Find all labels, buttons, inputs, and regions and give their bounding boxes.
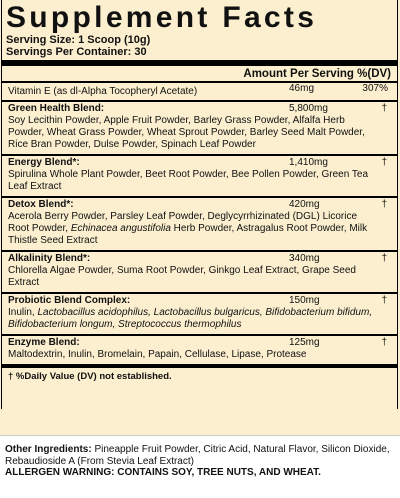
blend-row [6, 252, 393, 292]
blend-row [6, 198, 393, 250]
ingredients-italic: Lactobacillus acidophilus, Lactobacillus bulgaricus, Bifidobacterium bifidum, Bifidobacterium longum, Streptococcus thermophilus [8, 307, 373, 330]
blend-dv: † [381, 295, 387, 306]
blend-row [6, 102, 393, 154]
blend-name: Detox Blend*: [8, 199, 74, 210]
blend-row [6, 294, 393, 334]
vitamin-name: Vitamin E (as dl-Alpha Tocopheryl Acetate) [8, 86, 198, 97]
servings-per-container: Servings Per Container: 30 [6, 46, 147, 58]
vitamin-amount: 46mg [289, 83, 315, 94]
allergen-warning: ALLERGEN WARNING: CONTAINS SOY, TREE NUTS, AND WHEAT. [5, 467, 321, 478]
blend-ingredients [8, 211, 393, 247]
blend-ingredients: Soy Lecithin Powder, Apple Fruit Powder, Barley Grass Powder, Alfalfa Herb Powder, Wheat Grass Powder, Wheat Sprout Powder, Barley Seed Malt Powder, Rice Bran Powder, Dulse Powder, Spinach Leaf Powder [8, 115, 365, 150]
panel-title: Supplement Facts [6, 1, 318, 34]
blend-dv: † [381, 199, 387, 210]
other-ingredients-box [0, 435, 400, 498]
blend-dv: † [381, 253, 387, 264]
blend-dv: † [381, 157, 387, 168]
blend-ingredients: Maltodextrin, Inulin, Bromelain, Papain, Cellulase, Lipase, Protease [8, 349, 307, 360]
blend-amount: 1,410mg [289, 157, 328, 168]
blend-amount: 125mg [289, 337, 320, 348]
blend-dv: † [381, 337, 387, 348]
blend-dv: † [381, 103, 387, 114]
blend-amount: 420mg [289, 199, 320, 210]
vitamin-row [6, 83, 393, 100]
blend-row [6, 336, 393, 364]
blend-name: Energy Blend*: [8, 157, 80, 168]
ingredients-text: Herb Powder, Astragalus Root Powder, Milk Thistle Seed Extract [8, 223, 368, 246]
vitamin-dv: 307% [362, 83, 388, 94]
ingredients-italic: Echinacea angustifolia [70, 223, 171, 234]
blend-name: Enzyme Blend: [8, 337, 80, 348]
blend-amount: 340mg [289, 253, 320, 264]
dv-note: † %Daily Value (DV) not established. [8, 371, 172, 382]
blend-name: Alkalinity Blend*: [8, 253, 91, 264]
blend-ingredients: Spirulina Whole Plant Powder, Beet Root Powder, Bee Pollen Powder, Green Tea Leaf Extract [8, 169, 369, 192]
other-ingredients-text: Pineapple Fruit Powder, Citric Acid, Natural Flavor, Silicon Dioxide, Rebaudioside A (From Stevia Leaf Extract) [5, 444, 390, 467]
blend-ingredients: Chlorella Algae Powder, Suma Root Powder, Ginkgo Leaf Extract, Grape Seed Extract [8, 265, 356, 288]
serving-size: Serving Size: 1 Scoop (10g) [6, 34, 151, 46]
other-ingredients [5, 444, 395, 467]
ingredients-text: Acerola Berry Powder, Parsley Leaf Powder, Deglycyrrhizinated (DGL) Licorice Root Powder, [8, 211, 358, 234]
blend-amount: 5,800mg [289, 103, 328, 114]
blend-name: Green Health Blend: [8, 103, 105, 114]
blend-row [6, 156, 393, 196]
supplement-facts-panel [1, 0, 398, 409]
amount-header: Amount Per Serving %(DV) [243, 68, 391, 80]
blend-amount: 150mg [289, 295, 320, 306]
other-ingredients-label: Other Ingredients: [5, 444, 92, 455]
blend-ingredients [8, 307, 393, 331]
blend-name: Probiotic Blend Complex: [8, 295, 131, 306]
ingredients-text: Inulin, [8, 307, 38, 318]
